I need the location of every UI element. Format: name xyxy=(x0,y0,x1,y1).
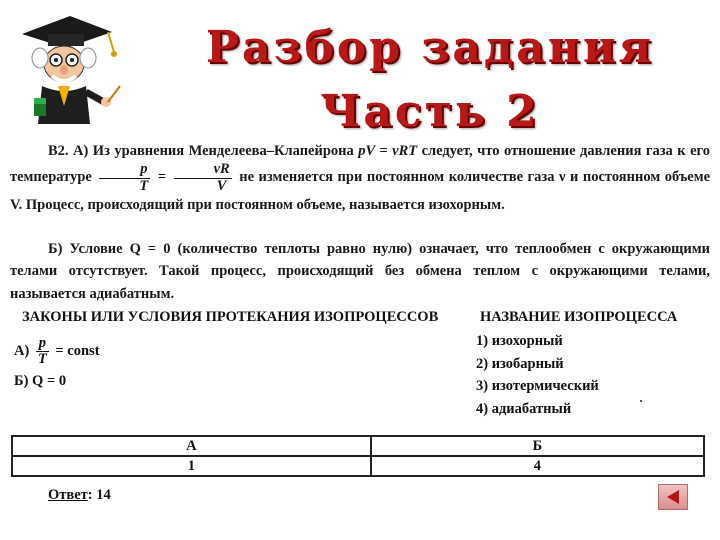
answer-label: Ответ xyxy=(48,487,88,503)
professor-mascot-image xyxy=(8,6,126,128)
answer-line xyxy=(48,487,111,504)
conditions-header: ЗАКОНЫ ИЛИ УСЛОВИЯ ПРОТЕКАНИЯ ИЗОПРОЦЕССОВ xyxy=(22,309,439,325)
fraction-numerator: p xyxy=(36,336,49,352)
fraction-denominator: V xyxy=(216,177,227,194)
condition-b: Б) Q = 0 xyxy=(14,373,67,389)
triangle-left-icon xyxy=(664,488,682,506)
answer-table xyxy=(11,435,705,477)
process-names-header: НАЗВАНИЕ ИЗОПРОЦЕССА xyxy=(480,309,678,325)
fraction-numerator: νR xyxy=(174,162,232,178)
solution-paragraph-a xyxy=(10,140,710,216)
solution-intro-text: В2. А) Из уравнения Менделеева–Клапейрона xyxy=(48,143,354,159)
result-fraction xyxy=(174,162,232,193)
option-item: 1) изохорный xyxy=(476,333,563,349)
option-item: 2) изобарный xyxy=(476,355,564,372)
condition-a-label: А) xyxy=(14,343,30,360)
answer-value-b: 4 xyxy=(371,456,704,476)
solution-text-2: следует, что отношение давления газа к его температуре xyxy=(10,143,711,186)
solution-paragraph-b: Б) Условие Q = 0 (количество теплоты равно нулю) означает, что теплообмен с окружающими телами отсутствует. Такой процесс, происходящий без обмена теплом с окружающими телами, называется адиабатным. xyxy=(10,241,710,302)
back-button[interactable] xyxy=(658,484,688,510)
fraction-numerator: p xyxy=(99,162,150,178)
answer-value: : 14 xyxy=(87,487,111,503)
slide-title: Разбор задания xyxy=(205,22,655,73)
slide-subtitle: Часть 2 xyxy=(320,90,540,134)
condition-a xyxy=(14,336,100,367)
fraction-denominator: T xyxy=(139,177,149,194)
answer-table-value-row xyxy=(12,456,704,476)
condition-a-fraction xyxy=(36,336,49,367)
option-item: 4) адиабатный xyxy=(476,400,572,417)
answer-table-header-row xyxy=(12,436,704,456)
equation-text: pV = νRT xyxy=(358,143,418,159)
solution-text-3: не изменяется при постоянном количестве газа ν и постоянном объеме V. Процесс, происходящий при постоянном объеме, называется изохорным. xyxy=(10,169,711,213)
answer-header-a: А xyxy=(12,436,371,456)
ratio-fraction xyxy=(99,162,150,193)
option-item: 3) изотермический xyxy=(476,378,599,394)
equals-sign: = xyxy=(157,169,167,186)
condition-a-const: = const xyxy=(55,343,100,360)
answer-value-a: 1 xyxy=(12,456,371,476)
fraction-denominator: T xyxy=(37,351,47,368)
answer-header-b: Б xyxy=(371,436,704,456)
process-options-list xyxy=(476,330,599,420)
stray-dot xyxy=(640,400,642,402)
